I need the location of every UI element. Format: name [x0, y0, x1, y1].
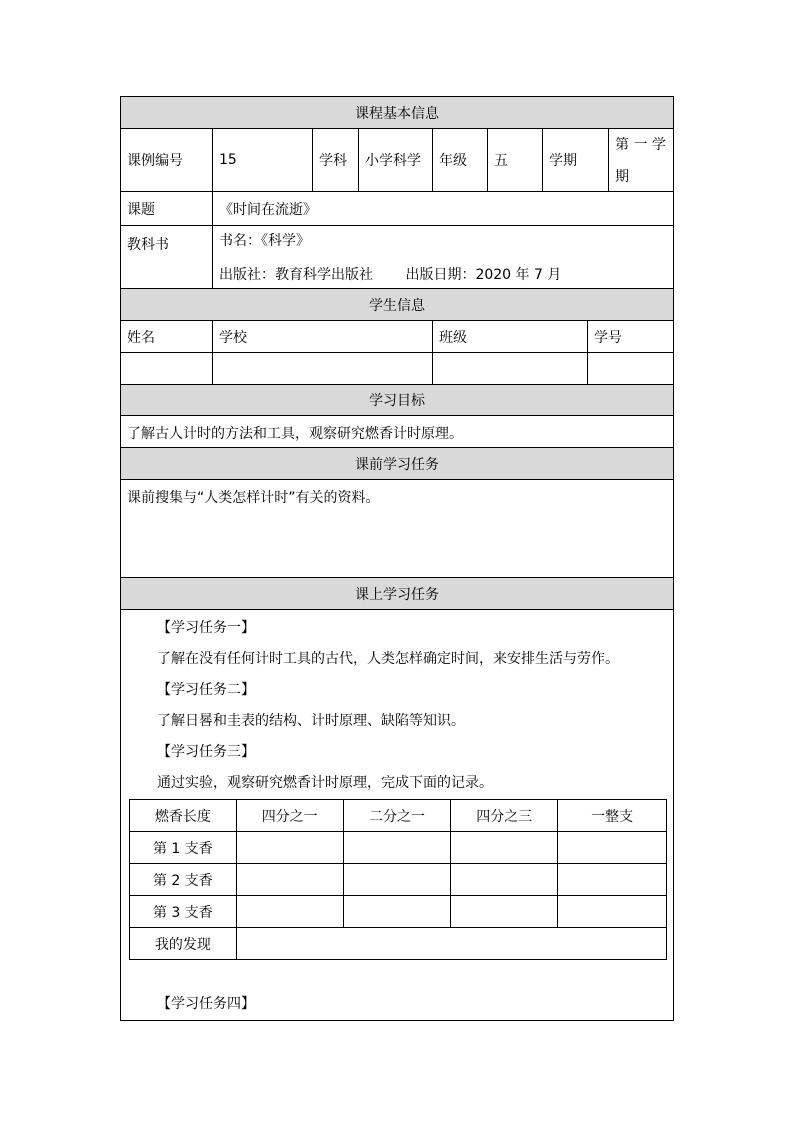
- case-no-label: 课例编号: [121, 129, 213, 191]
- student-input-row: [121, 353, 673, 385]
- pre-class-row: [121, 480, 673, 578]
- term-line-1: 第 一 学: [615, 137, 666, 153]
- record-cell[interactable]: [451, 896, 558, 928]
- textbook-info: [213, 226, 673, 288]
- task-2-title: 【学习任务二】: [157, 682, 255, 698]
- record-header-cell: 四分之一: [236, 800, 343, 832]
- textbook-row: [121, 226, 673, 289]
- section-header-goal: [121, 385, 673, 416]
- record-header-cell: 二分之一: [343, 800, 451, 832]
- record-header-cell: 一整支: [558, 800, 667, 832]
- record-cell[interactable]: [558, 896, 667, 928]
- section-title: 学生信息: [369, 297, 425, 314]
- grade-label: 年级: [433, 129, 488, 191]
- task-1-body: 了解在没有任何计时工具的古代，人类怎样确定时间，来安排生活与劳作。: [157, 651, 619, 667]
- case-no-value: 15: [213, 129, 313, 191]
- term-label: 学期: [543, 129, 609, 191]
- section-header-in-class: [121, 578, 673, 610]
- worksheet-table: [120, 96, 674, 1021]
- record-cell[interactable]: [343, 896, 451, 928]
- name-field[interactable]: [121, 353, 213, 384]
- pre-class-task-text: 课前搜集与“人类怎样计时”有关的资料。: [127, 490, 380, 506]
- record-cell[interactable]: [451, 864, 558, 896]
- record-row-label: 第 1 支香: [130, 832, 237, 864]
- record-row: [130, 832, 667, 864]
- subject-label: 学科: [313, 129, 359, 191]
- record-row: [130, 896, 667, 928]
- school-field[interactable]: [213, 353, 433, 384]
- record-cell[interactable]: [343, 832, 451, 864]
- finding-label: 我的发现: [130, 928, 237, 960]
- school-label: 学校: [213, 321, 433, 352]
- record-cell[interactable]: [236, 896, 343, 928]
- basic-info-row: [121, 129, 673, 192]
- section-header-basic-info: [121, 97, 673, 129]
- record-cell[interactable]: [236, 832, 343, 864]
- record-cell[interactable]: [236, 864, 343, 896]
- record-cell[interactable]: [451, 832, 558, 864]
- task-3-body: 通过实验，观察研究燃香计时原理，完成下面的记录。: [157, 775, 493, 791]
- task-1-title: 【学习任务一】: [157, 620, 255, 636]
- name-label: 姓名: [121, 321, 213, 352]
- section-title: 课前学习任务: [355, 456, 439, 473]
- in-class-content: [121, 610, 673, 1020]
- record-header-row: [130, 800, 667, 832]
- book-name: 书名：《科学》: [219, 233, 310, 249]
- section-title: 学习目标: [369, 393, 425, 409]
- task-4-title: 【学习任务四】: [157, 996, 255, 1012]
- grade-value: 五: [488, 129, 543, 191]
- textbook-label: 教科书: [121, 226, 213, 288]
- class-label: 班级: [433, 321, 588, 352]
- record-row-label: 第 3 支香: [130, 896, 237, 928]
- topic-value: 《时间在流逝》: [219, 201, 317, 218]
- record-cell[interactable]: [558, 864, 667, 896]
- record-cell[interactable]: [343, 864, 451, 896]
- term-value: [609, 129, 673, 191]
- record-header-cell: 四分之三: [451, 800, 558, 832]
- section-title: 课上学习任务: [355, 586, 439, 603]
- section-title: 课程基本信息: [355, 105, 439, 122]
- record-row: [130, 864, 667, 896]
- publisher: 出版社：教育科学出版社: [219, 267, 373, 283]
- topic-label: 课题: [121, 192, 213, 225]
- subject-value: 小学科学: [359, 129, 433, 191]
- record-header-cell: 燃香长度: [130, 800, 237, 832]
- student-label-row: [121, 321, 673, 353]
- goal-text: 了解古人计时的方法和工具，观察研究燃香计时原理。: [127, 426, 463, 442]
- term-line-2: 期: [615, 169, 629, 185]
- finding-row: [130, 928, 667, 960]
- section-header-student-info: [121, 289, 673, 321]
- class-field[interactable]: [433, 353, 588, 384]
- task-3-title: 【学习任务三】: [157, 744, 255, 760]
- record-row-label: 第 2 支香: [130, 864, 237, 896]
- section-header-pre-class: [121, 448, 673, 480]
- task-2-body: 了解日晷和圭表的结构、计时原理、缺陷等知识。: [157, 713, 465, 729]
- publisher-line: [219, 264, 561, 284]
- publish-date: 出版日期：2020 年 7 月: [405, 267, 562, 283]
- incense-record-table: [129, 799, 667, 960]
- goal-row: [121, 416, 673, 448]
- record-cell[interactable]: [558, 832, 667, 864]
- student-id-label: 学号: [594, 329, 622, 346]
- student-id-field[interactable]: [588, 353, 673, 384]
- finding-field[interactable]: [236, 928, 666, 960]
- topic-row: [121, 192, 673, 226]
